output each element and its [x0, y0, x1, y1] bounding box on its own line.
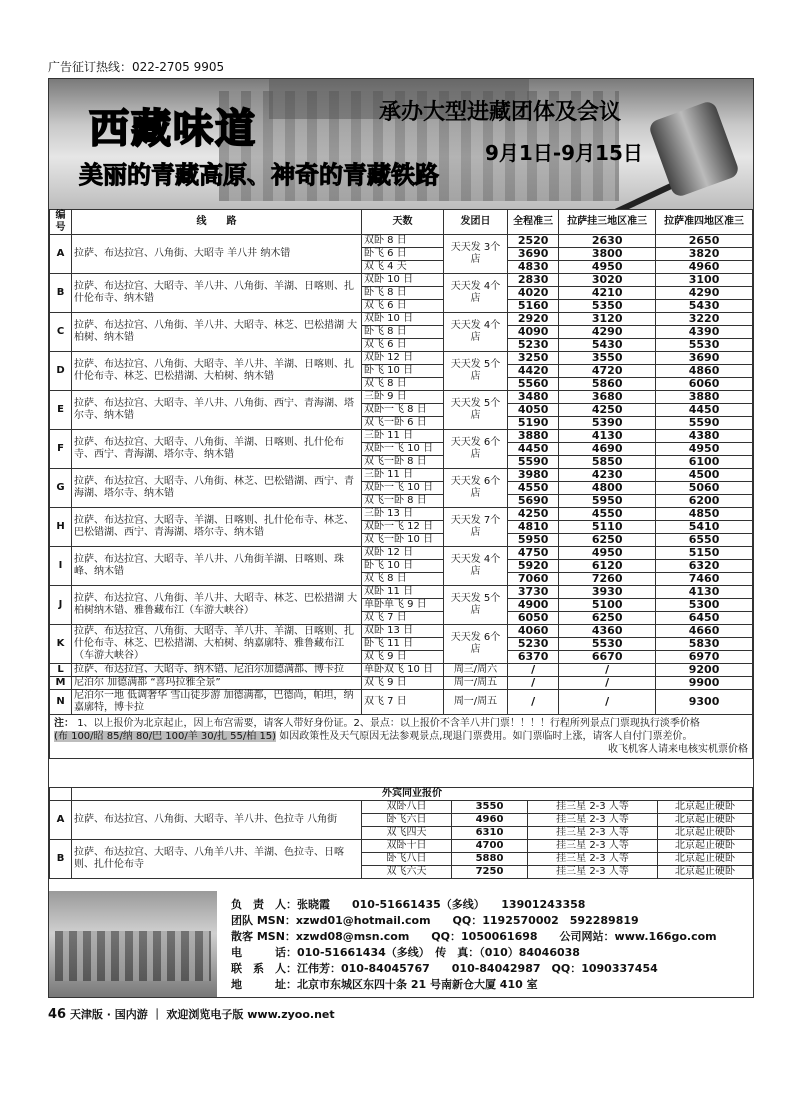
departure-info: 周一/周五 [444, 690, 508, 715]
table-row [50, 664, 753, 677]
route-description: 拉萨、布达拉宫、八角街、羊八井、大昭寺、林芝、巴松措湖 大柏树、纳木错 [72, 313, 362, 352]
price-cell: 5920 [508, 560, 559, 573]
trip-days: 双飞 6 日 [362, 339, 444, 352]
price-cell: / [508, 664, 559, 677]
price-cell: 3020 [559, 274, 656, 287]
foreign-route: 拉萨、布达拉宫、八角街、大昭寺、羊八井、色拉寺 八角街 [72, 801, 362, 840]
trip-days: 双飞 4 天 [362, 261, 444, 274]
price-cell: 9900 [656, 677, 753, 690]
price-cell: 6250 [559, 534, 656, 547]
trip-days: 双飞一卧 10 日 [362, 534, 444, 547]
page-number: 46 [48, 1007, 67, 1022]
table-notes [50, 715, 753, 759]
price-cell: 6320 [656, 560, 753, 573]
trip-days: 双飞一卧 6 日 [362, 417, 444, 430]
table-row [50, 235, 753, 248]
foreign-transport: 北京起止硬卧 [658, 827, 753, 840]
price-cell: 2650 [656, 235, 753, 248]
route-description: 拉萨、布达拉宫、大昭寺、八角街、羊湖、日喀则、扎什伦布寺、西宁、青海湖、塔尔寺、纳木错 [72, 430, 362, 469]
header-route: 线 路 [72, 210, 362, 235]
price-cell: 5300 [656, 599, 753, 612]
price-cell: 5690 [508, 495, 559, 508]
note-line-2: 如因政策性及天气原因无法参观景点,现退门票费用。如门票临时上涨，请客人自付门票差价。 [279, 731, 693, 742]
price-cell: 4850 [656, 508, 753, 521]
trip-days: 双飞 7 日 [362, 690, 444, 715]
table-row [50, 586, 753, 599]
foreign-days: 卧飞六日 [362, 814, 452, 827]
price-cell: 6550 [656, 534, 753, 547]
note-line-1: 1、以上报价为北京起止，因上布宫需要，请客人带好身份证。2、景点：以上报价不含羊八井门票！！！！行程所列景点门票现执行淡季价格 [77, 718, 700, 729]
price-cell: 6120 [559, 560, 656, 573]
banner-title: 西藏味道 [89, 105, 257, 152]
foreign-code: B [50, 840, 72, 879]
foreign-price: 4700 [452, 840, 528, 853]
price-cell: 5950 [508, 534, 559, 547]
price-cell: 4090 [508, 326, 559, 339]
price-cell: 3220 [656, 313, 753, 326]
route-description: 拉萨、布达拉宫、八角街、大昭寺、羊八井、羊湖、日喀则、扎什伦布寺、林芝、巴松措湖、大柏树、纳嘉廓特、雅鲁藏布江（车游大峡谷） [72, 625, 362, 664]
trip-days: 单卧双飞 10 日 [362, 664, 444, 677]
price-cell: 4250 [508, 508, 559, 521]
header-departure: 发团日 [444, 210, 508, 235]
header-days: 天数 [362, 210, 444, 235]
price-cell: 4800 [559, 482, 656, 495]
price-cell: 4250 [559, 404, 656, 417]
price-cell: 4690 [559, 443, 656, 456]
foreign-price-table [49, 787, 753, 879]
foreign-code: A [50, 801, 72, 840]
departure-info: 周一/周五 [444, 677, 508, 690]
table-row [50, 677, 753, 690]
trip-days: 双飞 7 日 [362, 612, 444, 625]
route-description: 拉萨、布达拉宫、大昭寺、纳木错、尼泊尔加德满都、博卡拉 [72, 664, 362, 677]
departure-info: 天天发 7个店 [444, 508, 508, 547]
price-cell: 2920 [508, 313, 559, 326]
trip-days: 双飞一卧 8 日 [362, 495, 444, 508]
foreign-hotel: 挂三星 2-3 人等 [528, 866, 658, 879]
header-price-lhasa-3: 拉萨挂三地区准三 [559, 210, 656, 235]
departure-info: 天天发 5个店 [444, 391, 508, 430]
price-cell: 4550 [559, 508, 656, 521]
route-code: A [50, 235, 72, 274]
price-cell: 7260 [559, 573, 656, 586]
price-cell: 5530 [559, 638, 656, 651]
price-cell: 5350 [559, 300, 656, 313]
price-cell: 3820 [656, 248, 753, 261]
route-description: 拉萨、布达拉宫、大昭寺、羊湖、日喀则、扎什伦布寺、林芝、巴松错湖、西宁、青海湖、塔尔寺、纳木错 [72, 508, 362, 547]
advert-frame [48, 78, 754, 998]
price-cell: 3880 [508, 430, 559, 443]
price-cell: 5950 [559, 495, 656, 508]
price-cell: 3120 [559, 313, 656, 326]
price-cell: 5060 [656, 482, 753, 495]
price-cell: 3690 [508, 248, 559, 261]
route-code: H [50, 508, 72, 547]
price-cell: / [559, 677, 656, 690]
note-line-3: 收飞机客人请来电核实机票价格 [608, 744, 748, 755]
price-cell: 3690 [656, 352, 753, 365]
price-cell: 4830 [508, 261, 559, 274]
route-description: 拉萨、布达拉宫、大昭寺、羊八井、八角街羊湖、日喀则、珠峰、纳木错 [72, 547, 362, 586]
foreign-transport: 北京起止硬卧 [658, 866, 753, 879]
price-cell: 3980 [508, 469, 559, 482]
table-row [50, 274, 753, 287]
price-cell: 5230 [508, 638, 559, 651]
departure-info: 天天发 4个店 [444, 547, 508, 586]
prayer-wheel-icon [647, 99, 740, 198]
foreign-days: 双卧八日 [362, 801, 452, 814]
ad-hotline: 广告征订热线：022-2705 9905 [48, 60, 225, 74]
price-cell: 4720 [559, 365, 656, 378]
price-cell: 6250 [559, 612, 656, 625]
trip-days: 卧飞 6 日 [362, 248, 444, 261]
route-code: I [50, 547, 72, 586]
route-description: 尼泊尔一地 低调奢华 雪山徒步游 加德满都，巴德尚，帕坦，纳嘉廓特，博卡拉 [72, 690, 362, 715]
footer-text: 天津版 · 国内游 ｜ 欢迎浏览电子版 www.zyoo.net [69, 1008, 335, 1021]
price-cell: 3930 [559, 586, 656, 599]
price-cell: 4210 [559, 287, 656, 300]
trip-days: 双飞 8 日 [362, 573, 444, 586]
table-row [50, 352, 753, 365]
departure-info: 天天发 5个店 [444, 352, 508, 391]
price-cell: 4290 [656, 287, 753, 300]
price-cell: 5230 [508, 339, 559, 352]
prayer-wheel-photo [49, 891, 217, 997]
price-cell: 9200 [656, 664, 753, 677]
route-code: K [50, 625, 72, 664]
foreign-transport: 北京起止硬卧 [658, 840, 753, 853]
table-row [50, 547, 753, 560]
trip-days: 双卧一飞 8 日 [362, 404, 444, 417]
price-cell: 4380 [656, 430, 753, 443]
price-cell: 4960 [656, 261, 753, 274]
departure-info: 天天发 4个店 [444, 274, 508, 313]
price-cell: 3680 [559, 391, 656, 404]
route-code: G [50, 469, 72, 508]
price-cell: 3480 [508, 391, 559, 404]
departure-info: 天天发 6个店 [444, 469, 508, 508]
trip-days: 三卧 13 日 [362, 508, 444, 521]
price-cell: 6450 [656, 612, 753, 625]
trip-days: 双飞 9 日 [362, 677, 444, 690]
price-cell: 5100 [559, 599, 656, 612]
route-code: B [50, 274, 72, 313]
price-cell: 5530 [656, 339, 753, 352]
route-description: 拉萨、布达拉宫、大昭寺、羊八井、八角街、羊湖、日喀则、扎什伦布寺、纳木错 [72, 274, 362, 313]
contact-address: 地 址：北京市东城区东四十条 21 号南新仓大厦 410 室 [231, 978, 538, 991]
foreign-price: 7250 [452, 866, 528, 879]
departure-info: 天天发 5个店 [444, 586, 508, 625]
trip-days: 三卧 11 日 [362, 469, 444, 482]
table-row [50, 313, 753, 326]
price-cell: 4450 [508, 443, 559, 456]
price-cell: / [559, 664, 656, 677]
price-cell: 4750 [508, 547, 559, 560]
route-description: 拉萨、布达拉宫、八角街、大昭寺、羊八井、羊湖、日喀则、扎什伦布寺、林芝、巴松措湖、大柏树、纳木错 [72, 352, 362, 391]
foreign-table-body [50, 788, 753, 879]
header-price-full: 全程准三 [508, 210, 559, 235]
banner [49, 79, 753, 209]
table-row [50, 690, 753, 715]
price-cell: 4950 [559, 547, 656, 560]
banner-dates: 9月1日-9月15日 [485, 141, 643, 165]
price-cell: 3550 [559, 352, 656, 365]
header-price-lhasa-4: 拉萨准四地区准三 [656, 210, 753, 235]
price-cell: 5430 [559, 339, 656, 352]
contact-person: 联 系 人：江伟芳：010-84045767 010-84042987 QQ：1090337454 [231, 962, 658, 975]
route-description: 拉萨、布达拉宫、大昭寺、羊八井、八角街、西宁、青海湖、塔尔寺、纳木错 [72, 391, 362, 430]
route-description: 尼泊尔 加德满都 “喜玛拉雅全景” [72, 677, 362, 690]
contact-lines [231, 897, 717, 993]
route-code: F [50, 430, 72, 469]
contact-retail-msn: 散客 MSN：xzwd08@msn.com QQ：1050061698 公司网站：www.166go.com [231, 930, 717, 943]
price-table-body [50, 235, 753, 715]
price-cell: 2830 [508, 274, 559, 287]
price-cell: 6060 [656, 378, 753, 391]
price-cell: 4420 [508, 365, 559, 378]
price-cell: 4450 [656, 404, 753, 417]
trip-days: 卧飞 10 日 [362, 365, 444, 378]
price-cell: 5560 [508, 378, 559, 391]
banner-subtitle: 美丽的青藏高原、神奇的青藏铁路 [79, 161, 439, 189]
foreign-hotel: 挂三星 2-3 人等 [528, 840, 658, 853]
route-code: J [50, 586, 72, 625]
price-cell: 7460 [656, 573, 753, 586]
contact-team-msn: 团队 MSN：xzwd01@hotmail.com QQ：1192570002 592289819 [231, 914, 639, 927]
contact-phone: 电 话：010-51661434（多线） 传 真：（010）84046038 [231, 946, 580, 959]
price-cell: 4900 [508, 599, 559, 612]
table-row [50, 391, 753, 404]
foreign-price: 5880 [452, 853, 528, 866]
price-cell: 4860 [656, 365, 753, 378]
price-cell: 4550 [508, 482, 559, 495]
foreign-days: 双卧十日 [362, 840, 452, 853]
route-code: C [50, 313, 72, 352]
route-code: E [50, 391, 72, 430]
trip-days: 双卧 12 日 [362, 352, 444, 365]
price-cell: 4060 [508, 625, 559, 638]
foreign-route: 拉萨、布达拉宫、大昭寺、八角羊八井、羊湖、色拉寺、日喀则、扎什伦布寺 [72, 840, 362, 879]
price-cell: 6970 [656, 651, 753, 664]
table-row [50, 508, 753, 521]
foreign-transport: 北京起止硬卧 [658, 814, 753, 827]
departure-info: 天天发 3个店 [444, 235, 508, 274]
trip-days: 双飞 9 日 [362, 651, 444, 664]
price-cell: 2520 [508, 235, 559, 248]
foreign-hotel: 挂三星 2-3 人等 [528, 814, 658, 827]
header-code: 编号 [50, 210, 72, 235]
price-cell: 3250 [508, 352, 559, 365]
departure-info: 天天发 4个店 [444, 313, 508, 352]
foreign-title: 外宾同业报价 [72, 788, 753, 801]
trip-days: 双卧一飞 12 日 [362, 521, 444, 534]
price-cell: 7060 [508, 573, 559, 586]
foreign-hotel: 挂三星 2-3 人等 [528, 827, 658, 840]
price-cell: 5110 [559, 521, 656, 534]
price-cell: 4230 [559, 469, 656, 482]
foreign-days: 卧飞八日 [362, 853, 452, 866]
price-cell: 5410 [656, 521, 753, 534]
banner-slogan: 承办大型进藏团体及会议 [379, 100, 622, 125]
departure-info: 天天发 6个店 [444, 625, 508, 664]
trip-days: 双卧 13 日 [362, 625, 444, 638]
trip-days: 双卧 10 日 [362, 274, 444, 287]
price-cell: 6670 [559, 651, 656, 664]
price-cell: 4810 [508, 521, 559, 534]
price-cell: 5160 [508, 300, 559, 313]
price-cell: 4390 [656, 326, 753, 339]
foreign-hotel: 挂三星 2-3 人等 [528, 853, 658, 866]
price-cell: 6100 [656, 456, 753, 469]
price-cell: 6200 [656, 495, 753, 508]
trip-days: 三卧 11 日 [362, 430, 444, 443]
departure-info: 周三/周六 [444, 664, 508, 677]
price-cell: 9300 [656, 690, 753, 715]
trip-days: 卧飞 8 日 [362, 326, 444, 339]
price-cell: 5430 [656, 300, 753, 313]
trip-days: 双飞 8 日 [362, 378, 444, 391]
departure-info: 天天发 6个店 [444, 430, 508, 469]
trip-days: 双卧一飞 10 日 [362, 482, 444, 495]
price-cell: 4360 [559, 625, 656, 638]
route-description: 拉萨、布达拉宫、大昭寺、八角街、林芝、巴松错湖、西宁、青海湖、塔尔寺、纳木错 [72, 469, 362, 508]
foreign-row [50, 840, 753, 853]
price-cell: 5590 [656, 417, 753, 430]
contact-section [49, 891, 753, 997]
price-cell: 5860 [559, 378, 656, 391]
price-cell: 5390 [559, 417, 656, 430]
route-code: M [50, 677, 72, 690]
trip-days: 三卧 9 日 [362, 391, 444, 404]
trip-days: 卧飞 8 日 [362, 287, 444, 300]
route-code: N [50, 690, 72, 715]
price-cell: / [508, 690, 559, 715]
foreign-days: 双飞四天 [362, 827, 452, 840]
price-cell: 4130 [559, 430, 656, 443]
price-table [49, 209, 753, 759]
price-cell: 4290 [559, 326, 656, 339]
price-cell: 4050 [508, 404, 559, 417]
price-cell: 4020 [508, 287, 559, 300]
trip-days: 双卧 11 日 [362, 586, 444, 599]
foreign-days: 双飞六天 [362, 866, 452, 879]
price-cell: 5850 [559, 456, 656, 469]
trip-days: 双飞 6 日 [362, 300, 444, 313]
foreign-row [50, 801, 753, 814]
trip-days: 卧飞 10 日 [362, 560, 444, 573]
note-ticket-prices: (布 100/昭 85/纳 80/巴 100/羊 30/扎 55/柏 15) [54, 731, 277, 742]
price-cell: 2630 [559, 235, 656, 248]
trip-days: 双卧 10 日 [362, 313, 444, 326]
price-cell: 5190 [508, 417, 559, 430]
table-row [50, 430, 753, 443]
trip-days: 双卧一飞 10 日 [362, 443, 444, 456]
trip-days: 双卧 8 日 [362, 235, 444, 248]
price-cell: 3880 [656, 391, 753, 404]
foreign-transport: 北京起止硬卧 [658, 853, 753, 866]
contact-manager: 负 责 人：张晓霞 010-51661435（多线） 13901243358 [231, 898, 586, 911]
foreign-transport: 北京起止硬卧 [658, 801, 753, 814]
price-cell: 4950 [656, 443, 753, 456]
price-cell: / [508, 677, 559, 690]
price-cell: 3100 [656, 274, 753, 287]
table-row [50, 469, 753, 482]
trip-days: 双卧 12 日 [362, 547, 444, 560]
price-cell: 4130 [656, 586, 753, 599]
price-cell: 4500 [656, 469, 753, 482]
page-footer [48, 1006, 335, 1022]
price-cell: 5590 [508, 456, 559, 469]
foreign-price: 4960 [452, 814, 528, 827]
price-cell: 5830 [656, 638, 753, 651]
foreign-hotel: 挂三星 2-3 人等 [528, 801, 658, 814]
trip-days: 卧飞 11 日 [362, 638, 444, 651]
trip-days: 单卧单飞 9 日 [362, 599, 444, 612]
price-cell: 4950 [559, 261, 656, 274]
route-code: L [50, 664, 72, 677]
price-cell: / [559, 690, 656, 715]
price-cell: 6370 [508, 651, 559, 664]
route-description: 拉萨、布达拉宫、八角街、大昭寺 羊八井 纳木错 [72, 235, 362, 274]
price-cell: 3800 [559, 248, 656, 261]
foreign-price: 3550 [452, 801, 528, 814]
route-code: D [50, 352, 72, 391]
price-cell: 5150 [656, 547, 753, 560]
price-cell: 6050 [508, 612, 559, 625]
price-cell: 3730 [508, 586, 559, 599]
table-row [50, 625, 753, 638]
route-description: 拉萨、布达拉宫、八角街、羊八井、大昭寺、林芝、巴松措湖 大柏树纳木错、雅鲁藏布江（车游大峡谷） [72, 586, 362, 625]
foreign-price: 6310 [452, 827, 528, 840]
note-label: 注： [54, 718, 74, 729]
price-cell: 4660 [656, 625, 753, 638]
trip-days: 双飞一卧 8 日 [362, 456, 444, 469]
